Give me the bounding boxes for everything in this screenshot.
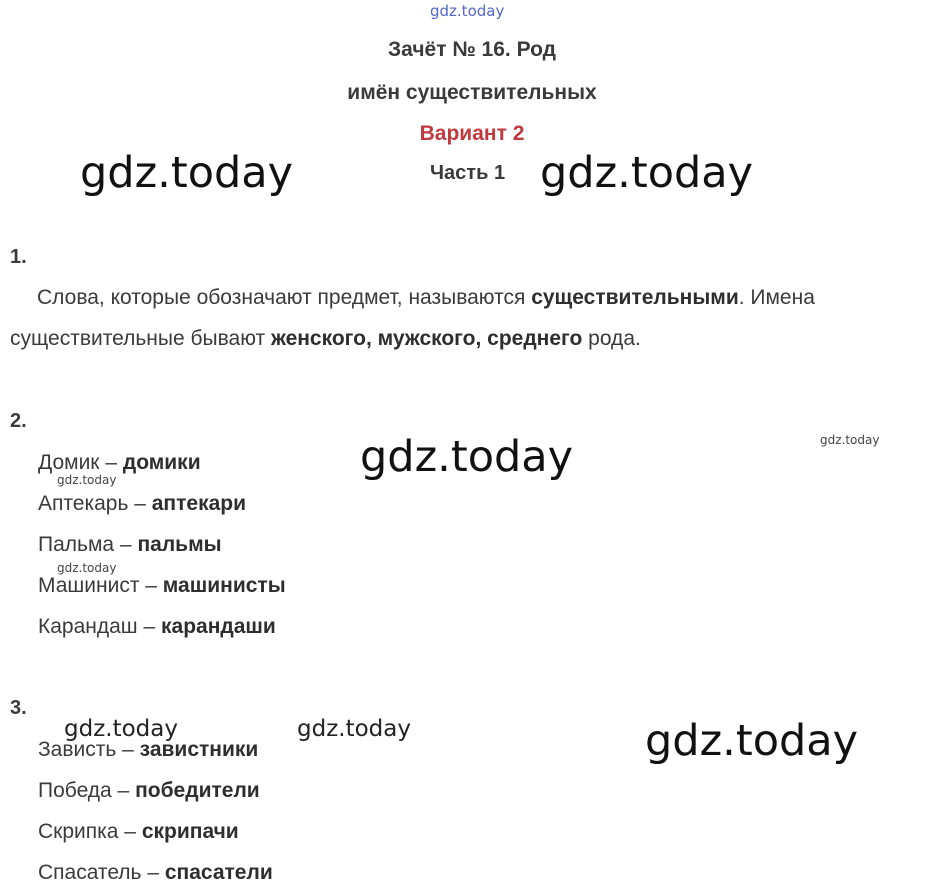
dash: – (116, 738, 140, 761)
dash: – (99, 451, 123, 474)
task1-line1 (37, 286, 815, 310)
answer: скрипачи (141, 820, 239, 843)
task2-row (38, 615, 276, 639)
dash: – (139, 574, 163, 597)
task1-answer: существительными (531, 286, 739, 309)
task2-row (38, 451, 201, 475)
watermark-mid-2: gdz.today (297, 716, 411, 742)
page-title-line1: Зачёт № 16. Род (388, 38, 556, 61)
answer: карандаши (161, 615, 276, 638)
answer: победители (135, 779, 260, 802)
word: Карандаш (38, 615, 138, 638)
task2-row (38, 533, 222, 557)
word: Скрипка (38, 820, 119, 843)
watermark-small-3: gdz.today (57, 561, 117, 575)
word: Машинист (38, 574, 140, 597)
watermark-large-3: gdz.today (360, 432, 574, 482)
task3-row (38, 738, 258, 762)
answer: аптекари (151, 492, 247, 515)
variant-label: Вариант 2 (419, 122, 525, 145)
task3-row (38, 861, 273, 885)
task1-line2 (10, 327, 641, 351)
task1-number: 1. (10, 246, 27, 268)
word: Пальма (38, 533, 115, 556)
dash: – (114, 533, 138, 556)
task3-row (38, 820, 239, 844)
watermark-top: gdz.today (430, 2, 505, 20)
task3-row (38, 779, 260, 803)
watermark-mid-1: gdz.today (64, 716, 178, 742)
dash: – (137, 615, 162, 638)
answer: домики (122, 451, 201, 474)
watermark-small-2: gdz.today (57, 473, 117, 487)
watermark-large-1: gdz.today (80, 148, 294, 198)
page-title-line2: имён существительных (347, 81, 597, 104)
dash: – (118, 820, 142, 843)
answer: завистники (139, 738, 259, 761)
task1-text: рода. (582, 327, 641, 350)
task1-text: . Имена (738, 286, 815, 309)
task1-answer: женского, мужского, среднего (270, 327, 583, 350)
word: Победа (38, 779, 112, 802)
part-label: Часть 1 (430, 162, 506, 184)
word: Спасатель (38, 861, 142, 884)
watermark-small-1: gdz.today (820, 433, 880, 447)
task2-row (38, 574, 286, 598)
dash: – (111, 779, 136, 802)
answer: машинисты (162, 574, 286, 597)
watermark-large-4: gdz.today (645, 716, 859, 766)
task3-number: 3. (10, 697, 27, 719)
task1-text: существительные бывают (10, 327, 271, 350)
watermark-large-2: gdz.today (540, 148, 754, 198)
dash: – (141, 861, 165, 884)
answer: спасатели (164, 861, 273, 884)
word: Домик (38, 451, 100, 474)
answer: пальмы (137, 533, 222, 556)
dash: – (128, 492, 152, 515)
task1-text: Слова, которые обозначают предмет, называются (37, 286, 532, 309)
task2-number: 2. (10, 410, 27, 432)
word: Аптекарь (38, 492, 129, 515)
word: Зависть (38, 738, 117, 761)
task2-row (38, 492, 246, 516)
